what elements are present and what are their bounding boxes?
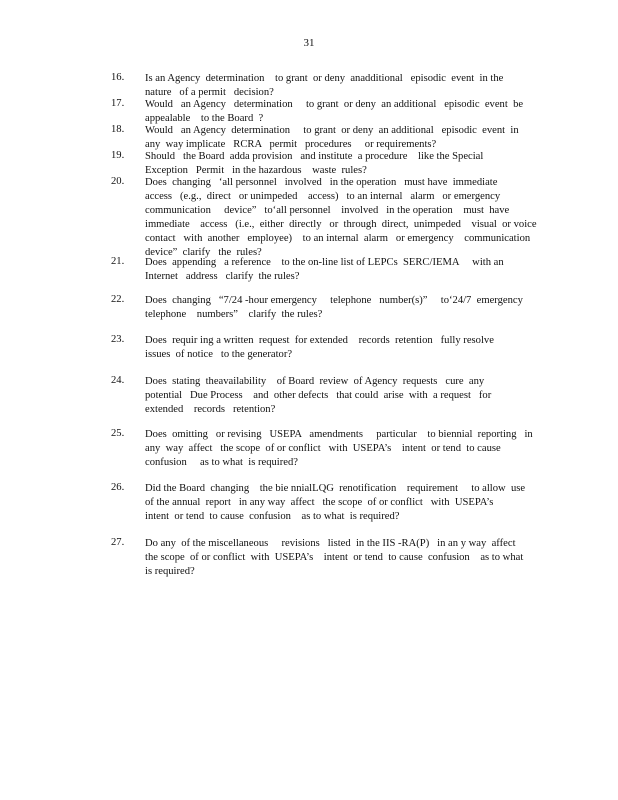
- question-line: telephone numbers” clarify the rules?: [145, 309, 323, 320]
- question-number: 20.: [111, 176, 125, 187]
- question-line: immediate access (i.e., either directly or through direct, unimpeded visual or voice: [145, 219, 537, 230]
- question-text: [145, 124, 537, 152]
- question-line: any way implicate RCRA permit procedures or requirements?: [145, 139, 437, 150]
- question-line: potential Due Process and other defects that could arise with a request for: [145, 390, 492, 401]
- question-text: [145, 176, 537, 260]
- question-text: [145, 150, 505, 178]
- question-item: [0, 375, 618, 415]
- question-line: Would an Agency determination to grant or deny an additional episodic event be: [145, 99, 524, 110]
- question-number: 18.: [111, 124, 125, 135]
- question-line: contact with another employee) to an internal alarm or emergency communication: [145, 233, 531, 244]
- question-item: [0, 124, 618, 150]
- question-text: [145, 72, 525, 100]
- question-number: 26.: [111, 482, 125, 493]
- question-text: [145, 428, 537, 470]
- question-item: [0, 176, 618, 258]
- question-item: [0, 72, 618, 98]
- question-line: Did the Board changing the bie nnialLQG renotification requirement to allow use: [145, 483, 526, 494]
- question-line: Does omitting or revising USEPA amendments particular to biennial reporting in: [145, 429, 533, 440]
- question-number: 22.: [111, 294, 125, 305]
- question-line: Does changing ‘all personnel involved in the operation must have immediate: [145, 177, 498, 188]
- question-text: [145, 98, 537, 126]
- question-number: 27.: [111, 537, 125, 548]
- question-line: Does appending a reference to the on-line list of LEPCs SERC/IEMA with an: [145, 257, 504, 268]
- question-line: extended records retention?: [145, 404, 276, 415]
- question-line: Does stating theavailability of Board review of Agency requests cure any: [145, 376, 485, 387]
- question-number: 16.: [111, 72, 125, 83]
- question-line: of the annual report in any way affect the scope of or conflict with USEPA’s: [145, 497, 494, 508]
- question-number: 24.: [111, 375, 125, 386]
- question-line: Should the Board adda provision and institute a procedure like the Special: [145, 151, 484, 162]
- question-line: confusion as to what is required?: [145, 457, 298, 468]
- question-number: 19.: [111, 150, 125, 161]
- question-text: [145, 375, 505, 417]
- question-line: Would an Agency determination to grant or deny an additional episodic event in: [145, 125, 519, 136]
- question-item: [0, 537, 618, 577]
- question-line: communication device” to‘all personnel involved in the operation must have: [145, 205, 510, 216]
- question-item: [0, 428, 618, 468]
- page-number: 31: [303, 37, 315, 49]
- question-line: Does changing “7/24 -hour emergency telephone number(s)” to‘24/7 emergency: [145, 295, 523, 306]
- question-line: appealable to the Board ?: [145, 113, 264, 124]
- question-line: Do any of the miscellaneous revisions listed in the IIS -RA(P) in an y way affect: [145, 538, 516, 549]
- question-item: [0, 334, 618, 360]
- question-line: issues of notice to the generator?: [145, 349, 293, 360]
- question-line: is required?: [145, 566, 195, 577]
- question-number: 25.: [111, 428, 125, 439]
- question-text: [145, 537, 541, 579]
- question-item: [0, 150, 618, 176]
- question-item: [0, 482, 618, 522]
- question-line: nature of a permit decision?: [145, 87, 274, 98]
- question-item: [0, 98, 618, 124]
- question-line: the scope of or conflict with USEPA’s intent or tend to cause confusion as to what: [145, 552, 524, 563]
- question-item: [0, 256, 618, 282]
- question-text: [145, 482, 537, 524]
- question-number: 17.: [111, 98, 125, 109]
- question-line: Does requir ing a written request for extended records retention fully resolve: [145, 335, 494, 346]
- question-line: access (e.g., direct or unimpeded access) to an internal alarm or emergency: [145, 191, 501, 202]
- question-text: [145, 256, 525, 284]
- question-text: [145, 334, 515, 362]
- question-line: any way affect the scope of or conflict with USEPA’s intent or tend to cause: [145, 443, 501, 454]
- question-number: 23.: [111, 334, 125, 345]
- question-line: Internet address clarify the rules?: [145, 271, 300, 282]
- question-line: device” clarify the rules?: [145, 247, 262, 258]
- question-item: [0, 294, 618, 320]
- question-line: Exception Permit in the hazardous waste rules?: [145, 165, 367, 176]
- question-line: Is an Agency determination to grant or deny anadditional episodic event in the: [145, 73, 504, 84]
- question-line: intent or tend to cause confusion as to what is required?: [145, 511, 400, 522]
- question-number: 21.: [111, 256, 125, 267]
- question-text: [145, 294, 525, 322]
